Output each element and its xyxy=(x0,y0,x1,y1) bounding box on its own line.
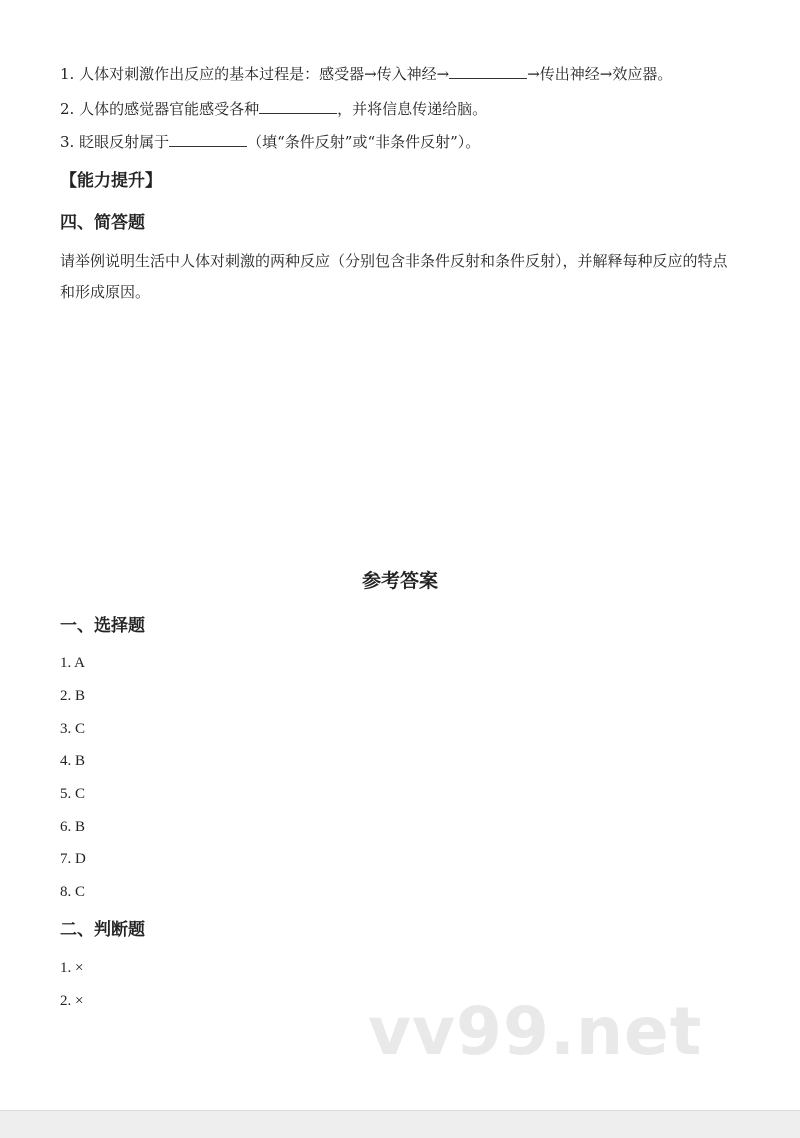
question-3-text-after: （填“条件反射”或“非条件反射”）。 xyxy=(247,133,481,151)
question-1-text-before: 人体对刺激作出反应的基本过程是：感受器→传入神经→ xyxy=(79,65,450,83)
question-3 xyxy=(60,132,480,152)
viewer-bottom-bar xyxy=(0,1110,800,1138)
question-2-text-before: 人体的感觉器官能感受各种 xyxy=(79,100,260,118)
judge-answer-2: 2. × xyxy=(60,993,84,1009)
answers-title: 参考答案 xyxy=(361,570,438,592)
short-answer-question: 请举例说明生活中人体对刺激的两种反应（分别包含非条件反射和条件反射），并解释每种反应的特点和形成原因。 xyxy=(60,252,728,301)
choice-answer-1: 1. A xyxy=(60,655,86,671)
choice-answer-7: 7. D xyxy=(60,851,86,867)
choice-answer-5: 5. C xyxy=(60,786,86,802)
question-1 xyxy=(60,64,672,84)
choice-answer-8: 8. C xyxy=(60,884,86,900)
question-3-number: 3. xyxy=(60,133,75,151)
question-2 xyxy=(60,99,487,119)
choice-answer-2: 2. B xyxy=(60,688,86,704)
choice-answer-4: 4. B xyxy=(60,753,86,769)
judge-answer-1: 1. × xyxy=(60,960,84,976)
judge-heading: 二、判断题 xyxy=(60,920,145,940)
question-3-text-before: 眨眼反射属于 xyxy=(79,133,170,151)
question-3-blank xyxy=(169,132,247,147)
question-2-number: 2. xyxy=(60,100,75,118)
question-2-text-after: ，并将信息传递给脑。 xyxy=(337,100,488,118)
choice-answer-6: 6. B xyxy=(60,819,86,835)
section-short-answer-heading: 四、简答题 xyxy=(60,213,145,233)
question-1-blank xyxy=(449,64,527,79)
watermark: vv99.net xyxy=(368,993,703,1070)
section-ability-heading: 【能力提升】 xyxy=(60,171,162,191)
question-2-blank xyxy=(259,99,337,114)
question-1-number: 1. xyxy=(60,65,75,83)
choice-answer-3: 3. C xyxy=(60,721,86,737)
choice-heading: 一、选择题 xyxy=(60,616,145,636)
question-1-text-after: →传出神经→效应器。 xyxy=(527,65,673,83)
